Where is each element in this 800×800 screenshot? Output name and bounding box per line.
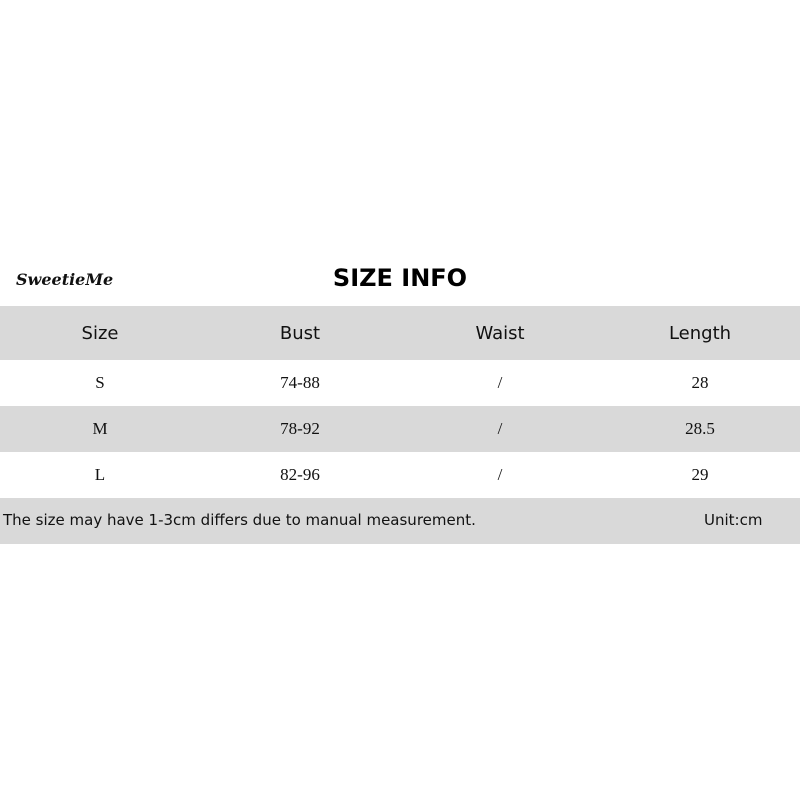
cell-waist: / — [497, 373, 503, 392]
cell-bust: 82-96 — [280, 465, 320, 484]
cell-waist: / — [497, 465, 503, 484]
cell-size: S — [95, 373, 105, 392]
table-header-row — [0, 306, 800, 360]
cell-length: 28.5 — [685, 419, 715, 438]
cell-bust: 78-92 — [280, 419, 320, 438]
table-row — [0, 452, 800, 498]
column-header-waist: Waist — [475, 322, 525, 344]
measurement-note: The size may have 1-3cm differs due to manual measurement. — [3, 511, 476, 529]
cell-size: M — [92, 419, 108, 438]
measurement-note-bar — [0, 498, 800, 544]
column-header-size: Size — [81, 322, 119, 344]
brand-logo: SweetieMe — [16, 270, 114, 289]
page-title: SIZE INFO — [332, 264, 468, 292]
cell-length: 28 — [691, 373, 709, 392]
cell-size: L — [94, 465, 106, 484]
unit-label: Unit:cm — [704, 511, 763, 529]
cell-length: 29 — [691, 465, 709, 484]
cell-bust: 74-88 — [280, 373, 320, 392]
table-row — [0, 406, 800, 452]
column-header-length: Length — [668, 322, 732, 344]
column-header-bust: Bust — [279, 322, 321, 344]
table-row — [0, 360, 800, 406]
cell-waist: / — [497, 419, 503, 438]
size-chart-table — [0, 306, 800, 498]
